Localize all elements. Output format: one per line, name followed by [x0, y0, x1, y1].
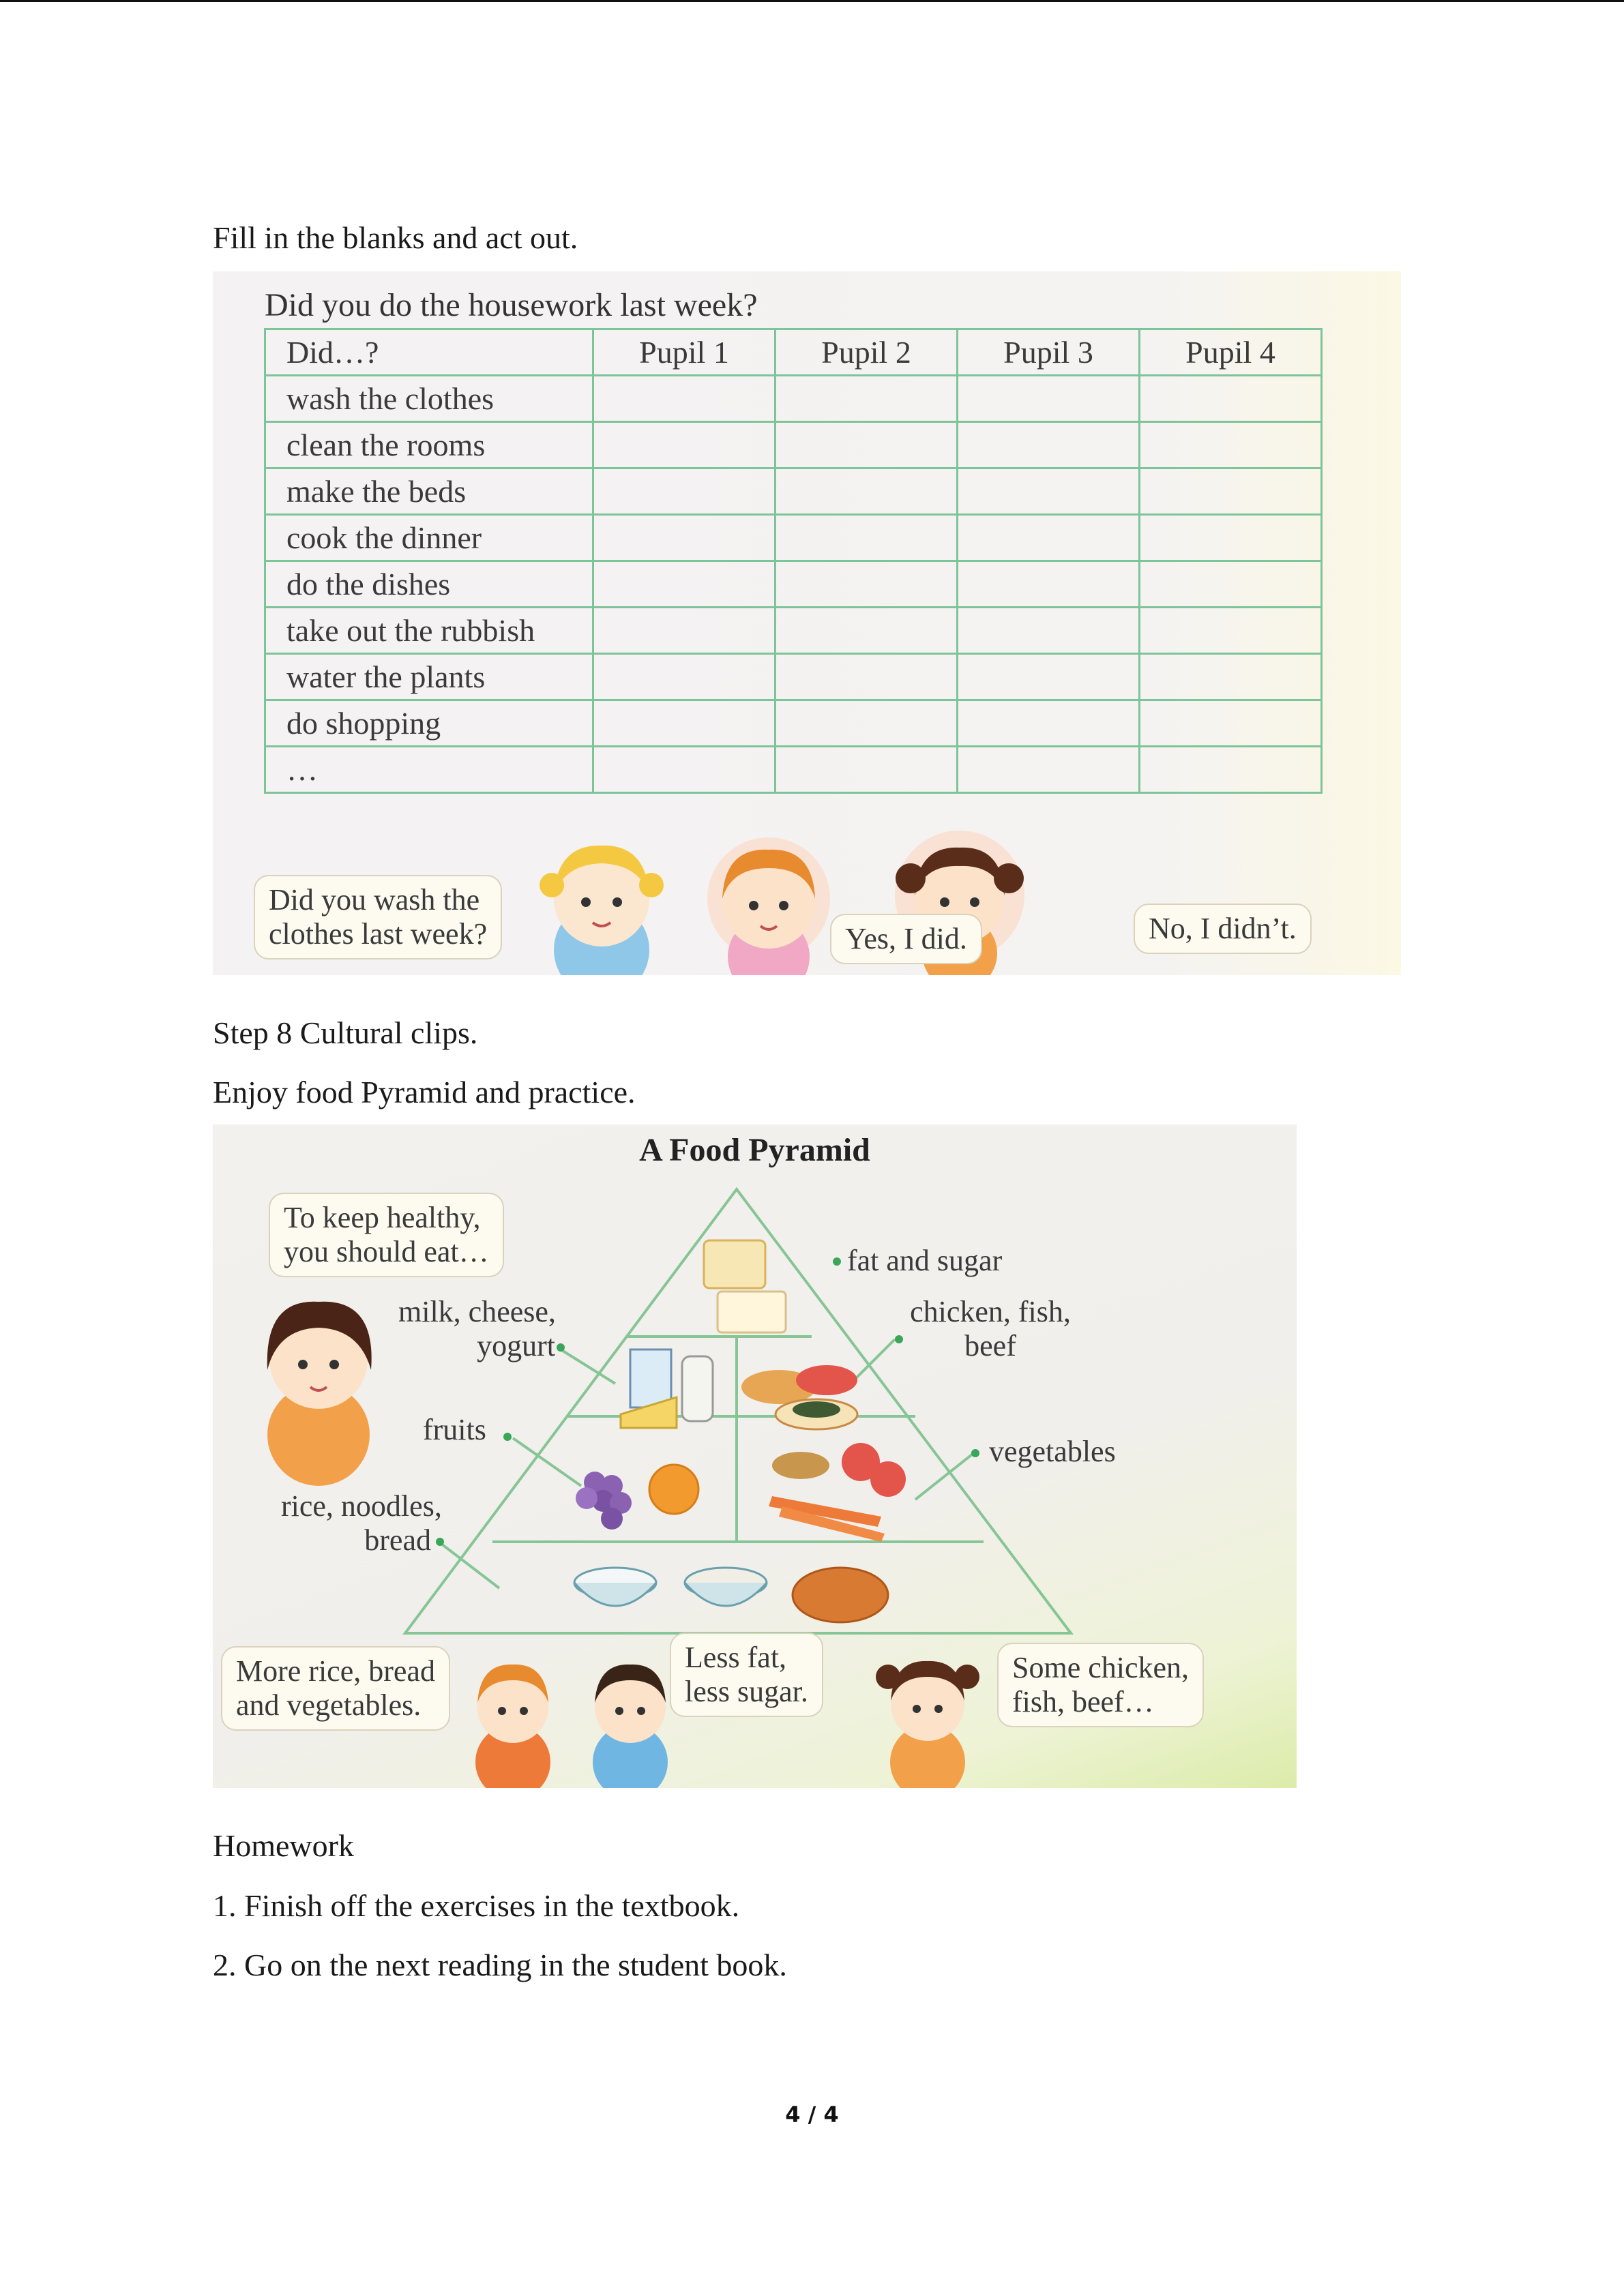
blank-cell[interactable]: [593, 468, 776, 515]
page-number: 4 / 4: [785, 2102, 839, 2128]
table-row: [265, 561, 1322, 608]
blank-cell[interactable]: [776, 654, 958, 700]
blank-cell[interactable]: [1140, 654, 1322, 700]
girl-blonde-illustration: [540, 846, 664, 975]
housework-table: [264, 328, 1323, 794]
blank-cell[interactable]: [1140, 422, 1322, 468]
step8-heading: Step 8 Cultural clips.: [213, 1015, 478, 1050]
boy-orange-illustration: [707, 837, 830, 975]
blank-cell[interactable]: [958, 468, 1140, 515]
fat-sugar-food-icon: [704, 1240, 786, 1332]
activity-cell: cook the dinner: [265, 515, 593, 561]
blank-cell[interactable]: [1140, 561, 1322, 608]
bubble-line: less sugar.: [685, 1675, 808, 1708]
blank-cell[interactable]: [593, 561, 776, 608]
pyramid-title: A Food Pyramid: [639, 1132, 870, 1168]
blank-cell[interactable]: [776, 608, 958, 654]
blank-cell[interactable]: [593, 422, 776, 468]
blank-cell[interactable]: [776, 561, 958, 608]
homework-heading: Homework: [213, 1828, 354, 1863]
grains-food-icon: [574, 1568, 888, 1622]
bubble-line: clothes last week?: [269, 917, 488, 951]
table-row: [265, 654, 1322, 700]
table-header-cell: Pupil 3: [958, 329, 1140, 376]
label-meat: [888, 1295, 1093, 1363]
bubble-line: Less fat,: [685, 1641, 787, 1674]
fruits-food-icon: [576, 1465, 698, 1530]
blank-cell[interactable]: [958, 700, 1140, 747]
blank-cell[interactable]: [958, 422, 1140, 468]
blank-cell[interactable]: [1140, 515, 1322, 561]
blank-cell[interactable]: [958, 376, 1140, 422]
label-line: rice, noodles,: [281, 1489, 442, 1523]
blank-cell[interactable]: [776, 700, 958, 747]
label-line: bread: [364, 1523, 431, 1557]
blank-cell[interactable]: [1140, 376, 1322, 422]
blank-cell[interactable]: [1140, 747, 1322, 793]
vegetables-food-icon: [769, 1443, 906, 1542]
label-line: yogurt: [477, 1329, 555, 1362]
activity-cell: make the beds: [265, 468, 593, 515]
blank-cell[interactable]: [776, 376, 958, 422]
blank-cell[interactable]: [593, 515, 776, 561]
page-top-border: [0, 0, 1624, 2]
label-vegetables: vegetables: [989, 1435, 1116, 1468]
blank-cell[interactable]: [593, 700, 776, 747]
speech-bubble-yes: Yes, I did.: [830, 914, 982, 964]
table-header-cell: Pupil 2: [776, 329, 958, 376]
bubble-line: you should eat…: [284, 1235, 489, 1268]
table-row: [265, 515, 1322, 561]
table-header-cell: Did…?: [265, 329, 593, 376]
table-row: [265, 376, 1322, 422]
teacher-illustration: [267, 1302, 372, 1486]
speech-bubble-question: [254, 875, 502, 959]
blank-cell[interactable]: [1140, 468, 1322, 515]
table-row: [265, 468, 1322, 515]
table-header-cell: Pupil 1: [593, 329, 776, 376]
blank-cell[interactable]: [776, 422, 958, 468]
table-row: [265, 608, 1322, 654]
activity-cell: do the dishes: [265, 561, 593, 608]
speech-bubble-less: [670, 1632, 823, 1717]
activity-cell: do shopping: [265, 700, 593, 747]
activity-cell: take out the rubbish: [265, 608, 593, 654]
blank-cell[interactable]: [593, 376, 776, 422]
speech-bubble-no: No, I didn’t.: [1134, 904, 1312, 954]
table-header-cell: Pupil 4: [1140, 329, 1322, 376]
table-row: [265, 747, 1322, 793]
label-dairy: [398, 1295, 555, 1363]
bubble-line: To keep healthy,: [284, 1201, 481, 1234]
blank-cell[interactable]: [958, 747, 1140, 793]
table-header-row: [265, 329, 1322, 376]
meat-food-icon: [741, 1365, 857, 1429]
bubble-line: Some chicken,: [1012, 1651, 1190, 1684]
blank-cell[interactable]: [776, 747, 958, 793]
blank-cell[interactable]: [1140, 700, 1322, 747]
activity-cell: …: [265, 747, 593, 793]
label-pointer: [441, 1544, 499, 1588]
label-line: chicken, fish,: [910, 1295, 1071, 1328]
blank-cell[interactable]: [593, 747, 776, 793]
food-pyramid-panel: [213, 1124, 1297, 1788]
blank-cell[interactable]: [958, 608, 1140, 654]
label-line: beef: [964, 1329, 1016, 1362]
activity-cell: clean the rooms: [265, 422, 593, 468]
intro-speech-bubble: [269, 1193, 504, 1277]
table-row: [265, 700, 1322, 747]
blank-cell[interactable]: [958, 654, 1140, 700]
label-fruits: fruits: [423, 1413, 486, 1446]
housework-panel: [213, 271, 1401, 975]
dairy-food-icon: [621, 1350, 713, 1428]
label-fat-sugar: fat and sugar: [847, 1244, 1003, 1277]
blank-cell[interactable]: [958, 561, 1140, 608]
instruction-fill: Fill in the blanks and act out.: [213, 220, 578, 255]
blank-cell[interactable]: [776, 515, 958, 561]
speech-bubble-more: [221, 1646, 450, 1731]
bubble-line: Did you wash the: [269, 883, 480, 916]
blank-cell[interactable]: [776, 468, 958, 515]
label-grains: [281, 1489, 442, 1557]
label-pointer: [561, 1350, 615, 1384]
blank-cell[interactable]: [593, 608, 776, 654]
activity-cell: wash the clothes: [265, 376, 593, 422]
bubble-line: fish, beef…: [1012, 1685, 1154, 1718]
label-line: milk, cheese,: [398, 1295, 556, 1328]
bubble-line: and vegetables.: [236, 1688, 422, 1722]
blank-cell[interactable]: [958, 515, 1140, 561]
homework-item-1: 1. Finish off the exercises in the textbook.: [213, 1888, 740, 1923]
homework-item-2: 2. Go on the next reading in the student book.: [213, 1948, 787, 1982]
speech-bubble-some: [997, 1643, 1204, 1727]
blank-cell[interactable]: [1140, 608, 1322, 654]
table-row: [265, 422, 1322, 468]
activity-cell: water the plants: [265, 654, 593, 700]
enjoy-instruction: Enjoy food Pyramid and practice.: [213, 1075, 636, 1109]
housework-title: Did you do the housework last week?: [265, 287, 758, 323]
bubble-line: More rice, bread: [236, 1654, 435, 1688]
blank-cell[interactable]: [593, 654, 776, 700]
